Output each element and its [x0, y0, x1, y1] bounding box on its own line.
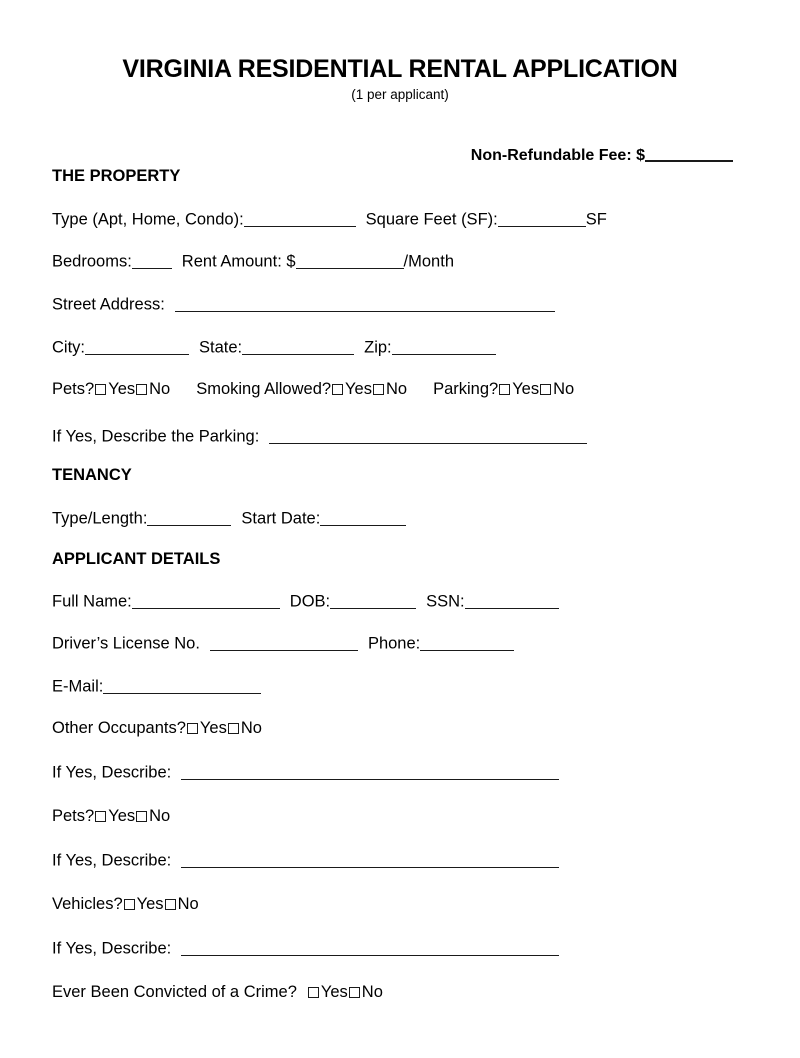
street-address-line: [52, 295, 555, 315]
vehicles-yes-label: Yes: [136, 895, 164, 913]
parking-yes-label: Yes: [512, 380, 540, 398]
pets-describe-label: If Yes, Describe:: [52, 851, 172, 870]
dob-blank[interactable]: [330, 592, 416, 609]
tenancy-type-length-blank[interactable]: [147, 509, 231, 526]
non-refundable-fee-label: Non-Refundable Fee: $: [470, 147, 645, 165]
email-line: [52, 677, 261, 697]
occupants-describe-label: If Yes, Describe:: [52, 763, 172, 782]
city-state-zip-line: [52, 338, 496, 358]
property-pets-no-checkbox[interactable]: [136, 384, 147, 395]
other-occupants-yes-checkbox[interactable]: [187, 723, 198, 734]
city-blank[interactable]: [85, 338, 189, 355]
smoking-allowed-label: Smoking Allowed?: [196, 380, 332, 398]
applicant-pets-no-checkbox[interactable]: [136, 811, 147, 822]
zip-label: Zip:: [364, 338, 392, 357]
email-blank[interactable]: [103, 677, 261, 694]
applicant-pets-yes-checkbox[interactable]: [95, 811, 106, 822]
phone-label: Phone:: [367, 634, 421, 653]
full-name-label: Full Name:: [52, 592, 132, 611]
page-title: VIRGINIA RESIDENTIAL RENTAL APPLICATION: [122, 55, 678, 83]
section-heading-property: THE PROPERTY: [52, 167, 181, 185]
property-yesno-line: [52, 380, 574, 399]
parking-describe-line: [52, 427, 587, 447]
vehicles-label: Vehicles?: [52, 895, 123, 913]
vehicles-line: [52, 895, 199, 914]
non-refundable-fee-line: [0, 145, 733, 165]
drivers-license-line: [52, 634, 514, 654]
smoking-yes-label: Yes: [345, 380, 372, 398]
phone-blank[interactable]: [420, 634, 514, 651]
section-heading-tenancy: TENANCY: [52, 466, 132, 484]
tenancy-type-length-label: Type/Length:: [52, 509, 148, 528]
street-address-blank[interactable]: [175, 295, 555, 312]
state-label: State:: [199, 338, 243, 357]
bedrooms-label: Bedrooms:: [52, 252, 132, 271]
square-feet-label: Square Feet (SF):: [365, 210, 498, 229]
other-occupants-no-label: No: [240, 719, 262, 737]
email-label: E-Mail:: [52, 677, 104, 696]
other-occupants-yes-label: Yes: [199, 719, 227, 737]
vehicles-describe-label: If Yes, Describe:: [52, 939, 172, 958]
other-occupants-label: Other Occupants?: [52, 719, 186, 737]
tenancy-start-date-label: Start Date:: [241, 509, 321, 528]
occupants-describe-line: [52, 763, 559, 783]
zip-blank[interactable]: [392, 338, 496, 355]
parking-describe-label: If Yes, Describe the Parking:: [52, 427, 260, 446]
property-type-blank[interactable]: [244, 210, 356, 227]
convicted-no-label: No: [361, 983, 383, 1001]
parking-no-checkbox[interactable]: [540, 384, 551, 395]
tenancy-start-date-blank[interactable]: [320, 509, 406, 526]
bedrooms-blank[interactable]: [132, 252, 172, 269]
non-refundable-fee-blank[interactable]: [645, 145, 733, 162]
vehicles-no-label: No: [177, 895, 199, 913]
ssn-label: SSN:: [426, 592, 465, 611]
square-feet-suffix: SF: [585, 210, 607, 229]
other-occupants-no-checkbox[interactable]: [228, 723, 239, 734]
pets-describe-line: [52, 851, 559, 871]
convicted-yes-checkbox[interactable]: [308, 987, 319, 998]
street-address-label: Street Address:: [52, 295, 165, 314]
convicted-yes-label: Yes: [320, 983, 348, 1001]
pets-describe-blank[interactable]: [181, 851, 559, 868]
property-pets-label: Pets?: [52, 380, 95, 398]
page-subtitle: (1 per applicant): [351, 87, 449, 102]
parking-no-label: No: [553, 380, 575, 398]
applicant-pets-label: Pets?: [52, 807, 95, 825]
parking-describe-blank[interactable]: [269, 427, 587, 444]
vehicles-yes-checkbox[interactable]: [124, 899, 135, 910]
vehicles-describe-blank[interactable]: [181, 939, 559, 956]
full-name-blank[interactable]: [132, 592, 280, 609]
parking-label: Parking?: [433, 380, 499, 398]
smoking-yes-checkbox[interactable]: [332, 384, 343, 395]
other-occupants-line: [52, 719, 262, 738]
smoking-no-checkbox[interactable]: [373, 384, 384, 395]
state-blank[interactable]: [242, 338, 354, 355]
property-type-line: [52, 210, 607, 230]
applicant-pets-no-label: No: [149, 807, 171, 825]
property-type-label: Type (Apt, Home, Condo):: [52, 210, 244, 229]
applicant-pets-yes-label: Yes: [108, 807, 136, 825]
applicant-pets-line: [52, 807, 170, 826]
property-pets-no-label: No: [149, 380, 171, 398]
property-pets-yes-label: Yes: [108, 380, 136, 398]
vehicles-describe-line: [52, 939, 559, 959]
vehicles-no-checkbox[interactable]: [165, 899, 176, 910]
smoking-no-label: No: [385, 380, 408, 398]
rent-amount-label: Rent Amount: $: [181, 252, 296, 271]
drivers-license-label: Driver’s License No.: [52, 634, 200, 653]
tenancy-type-length-line: [52, 509, 406, 529]
convicted-of-crime-line: [52, 983, 383, 1002]
full-name-line: [52, 592, 559, 612]
convicted-no-checkbox[interactable]: [349, 987, 360, 998]
rent-amount-blank[interactable]: [296, 252, 404, 269]
city-label: City:: [52, 338, 85, 357]
rent-per-month-suffix: /Month: [403, 252, 454, 271]
drivers-license-blank[interactable]: [210, 634, 358, 651]
ssn-blank[interactable]: [465, 592, 559, 609]
occupants-describe-blank[interactable]: [181, 763, 559, 780]
convicted-of-crime-label: Ever Been Convicted of a Crime?: [52, 983, 297, 1001]
square-feet-blank[interactable]: [498, 210, 586, 227]
section-heading-applicant: APPLICANT DETAILS: [52, 550, 221, 568]
bedrooms-rent-line: [52, 252, 454, 272]
parking-yes-checkbox[interactable]: [499, 384, 510, 395]
property-pets-yes-checkbox[interactable]: [95, 384, 106, 395]
dob-label: DOB:: [289, 592, 331, 611]
